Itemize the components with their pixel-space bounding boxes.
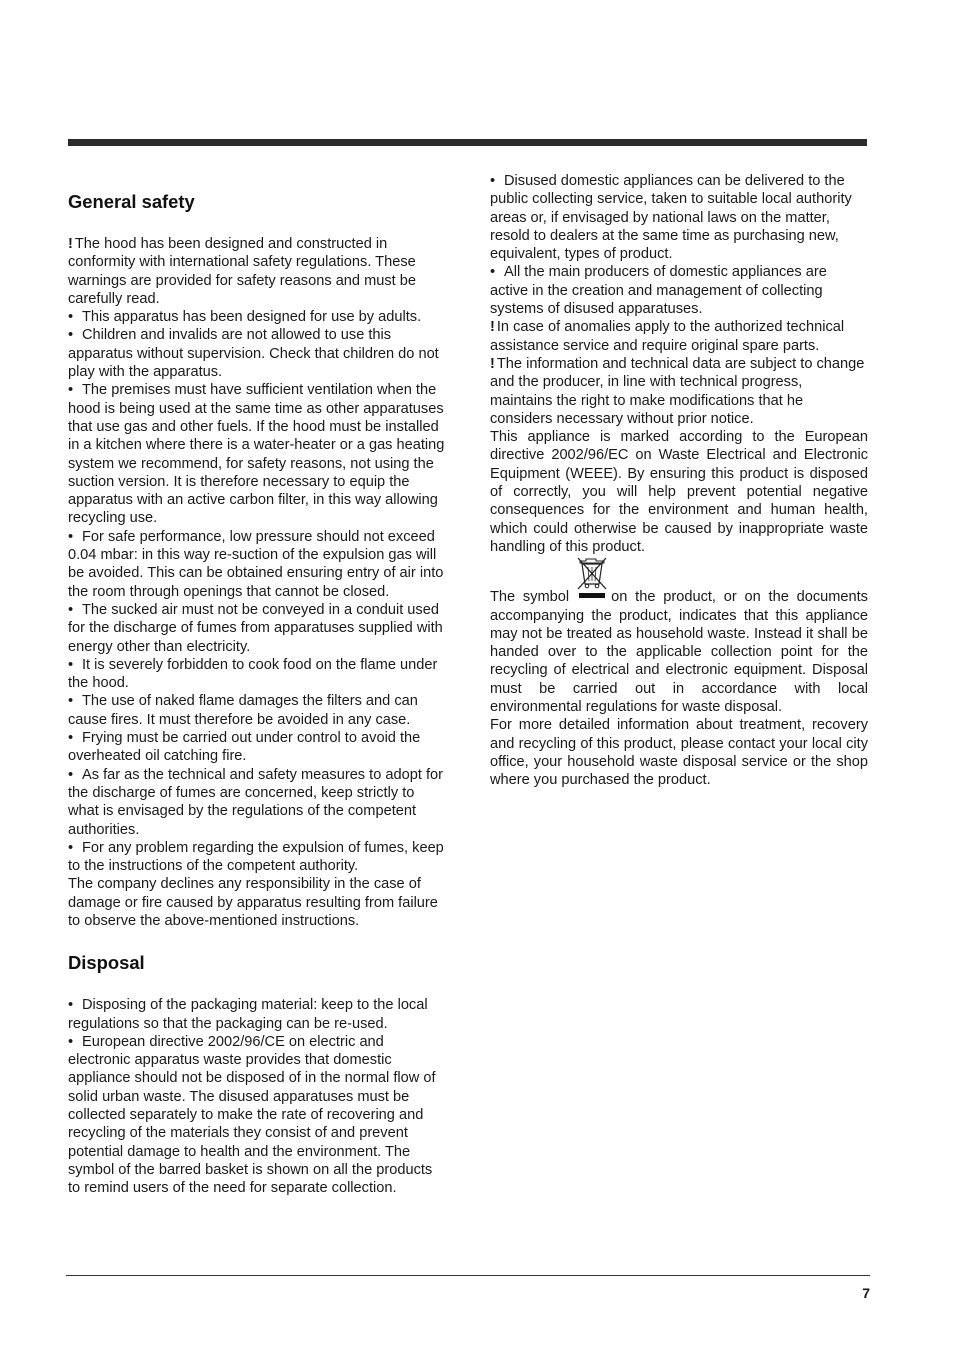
disposal-heading: Disposal (68, 952, 145, 974)
safety-bullet: • As far as the technical and safety measures to adopt for the discharge of fumes are concerned, keep strictly to what is envisaged by the regulations of the competent authorities. (68, 766, 446, 839)
header-rule (68, 139, 867, 146)
page-number: 7 (862, 1285, 870, 1301)
safety-bullet: • It is severely forbidden to cook food on the flame under the hood. (68, 656, 446, 693)
safety-bullet: • For any problem regarding the expulsion of fumes, keep to the instructions of the competent authority. (68, 839, 446, 876)
technical-data-warning (490, 355, 868, 428)
disposal-bullet: • European directive 2002/96/CE on electric and electronic apparatus waste provides that domestic appliance should not be disposed of in the normal flow of solid urban waste. The disused apparatuses must be collected separately to make the rate of recovering and recycling of the materials they consist of and prevent potential damage to health and the environment. The symbol of the barred basket is shown on all the products to remind users of the need for separate collection. (68, 1033, 446, 1198)
safety-bullet: • For safe performance, low pressure should not exceed 0.04 mbar: in this way re-suction of the expulsion gas will be avoided. This can be obtained ensuring entry of air into the room through openings that cannot be closed. (68, 528, 446, 601)
safety-closing: The company declines any responsibility in the case of damage or fire caused by apparatus resulting from failure to observe the above-mentioned instructions. (68, 876, 438, 929)
crossed-out-wheelie-bin-icon (576, 556, 608, 600)
weee-symbol-text (490, 588, 868, 716)
more-info-paragraph: For more detailed information about treatment, recovery and recycling of this product, please contact your local city office, your household waste disposal service or the shop where you purchased the product. (490, 717, 868, 789)
weee-paragraph: This appliance is marked according to the European directive 2002/96/EC on Waste Electrical and Electronic Equipment (WEEE). By ensuring this product is disposed of correctly, you will help prevent potential negative consequences for the environment and human health, which could otherwise be caused by inappropriate waste handling of this product. (490, 429, 868, 555)
anomalies-warning (490, 318, 868, 355)
symbol-text-before: The symbol (490, 589, 570, 606)
disposal-bullet: • Disused domestic appliances can be delivered to the public collecting service, taken to suitable local authority areas or, if envisaged by national laws on the matter, resold to dealers at the same time as purchasing new, equivalent, types of product. (490, 172, 868, 263)
weee-symbol-paragraph (490, 588, 868, 716)
footer-rule (66, 1275, 870, 1276)
safety-bullet: • This apparatus has been designed for use by adults. (68, 308, 446, 326)
warning-mark: ! (490, 319, 495, 336)
technical-data-warning-text: The information and technical data are subject to change and the producer, in line with technical progress, maintains the right to make modifications that he considers necessary without prior notice. (490, 355, 865, 427)
disposal-bullet: • All the main producers of domestic appliances are active in the creation and management of collecting systems of disused apparatuses. (490, 263, 868, 318)
safety-bullet: • The premises must have sufficient ventilation when the hood is being used at the same time as other apparatuses that use gas and other fuels. If the hood must be installed in a kitchen where there is a water-heater or a gas heating system we recommend, for safety reasons, not using the suction version. It is therefore necessary to equip the apparatus with an active carbon filter, in this way allowing recycling use. (68, 381, 446, 527)
left-column (68, 189, 446, 1198)
warning-mark: ! (68, 236, 73, 252)
safety-bullet: • The use of naked flame damages the filters and can cause fires. It must therefore be avoided in any case. (68, 692, 446, 729)
safety-warning (68, 235, 446, 308)
warning-mark: ! (490, 355, 495, 372)
symbol-text-after: on the product, or on the documents accompanying the product, indicates that this appliance may not be treated as household waste. Instead it shall be handed over to the applicable collection point for the recycling of electrical and electronic equipment. Disposal must be carried out in accordance with local environmental regulations for waste disposal. (490, 589, 868, 716)
anomalies-warning-text: In case of anomalies apply to the authorized technical assistance service and require original spare parts. (490, 319, 845, 354)
disposal-bullet: • Disposing of the packaging material: keep to the local regulations so that the packaging can be re-used. (68, 996, 446, 1033)
safety-bullet: • Frying must be carried out under control to avoid the overheated oil catching fire. (68, 729, 446, 766)
right-column (490, 172, 868, 790)
general-safety-heading: General safety (68, 191, 195, 212)
safety-warning-text: The hood has been designed and constructed in conformity with international safety regulations. These warnings are provided for safety reasons and must be carefully read. (68, 236, 417, 307)
safety-bullet: • Children and invalids are not allowed to use this apparatus without supervision. Check that children do not play with the apparatus. (68, 326, 446, 381)
safety-bullet: • The sucked air must not be conveyed in a conduit used for the discharge of fumes from apparatuses supplied with energy other than electricity. (68, 601, 446, 656)
